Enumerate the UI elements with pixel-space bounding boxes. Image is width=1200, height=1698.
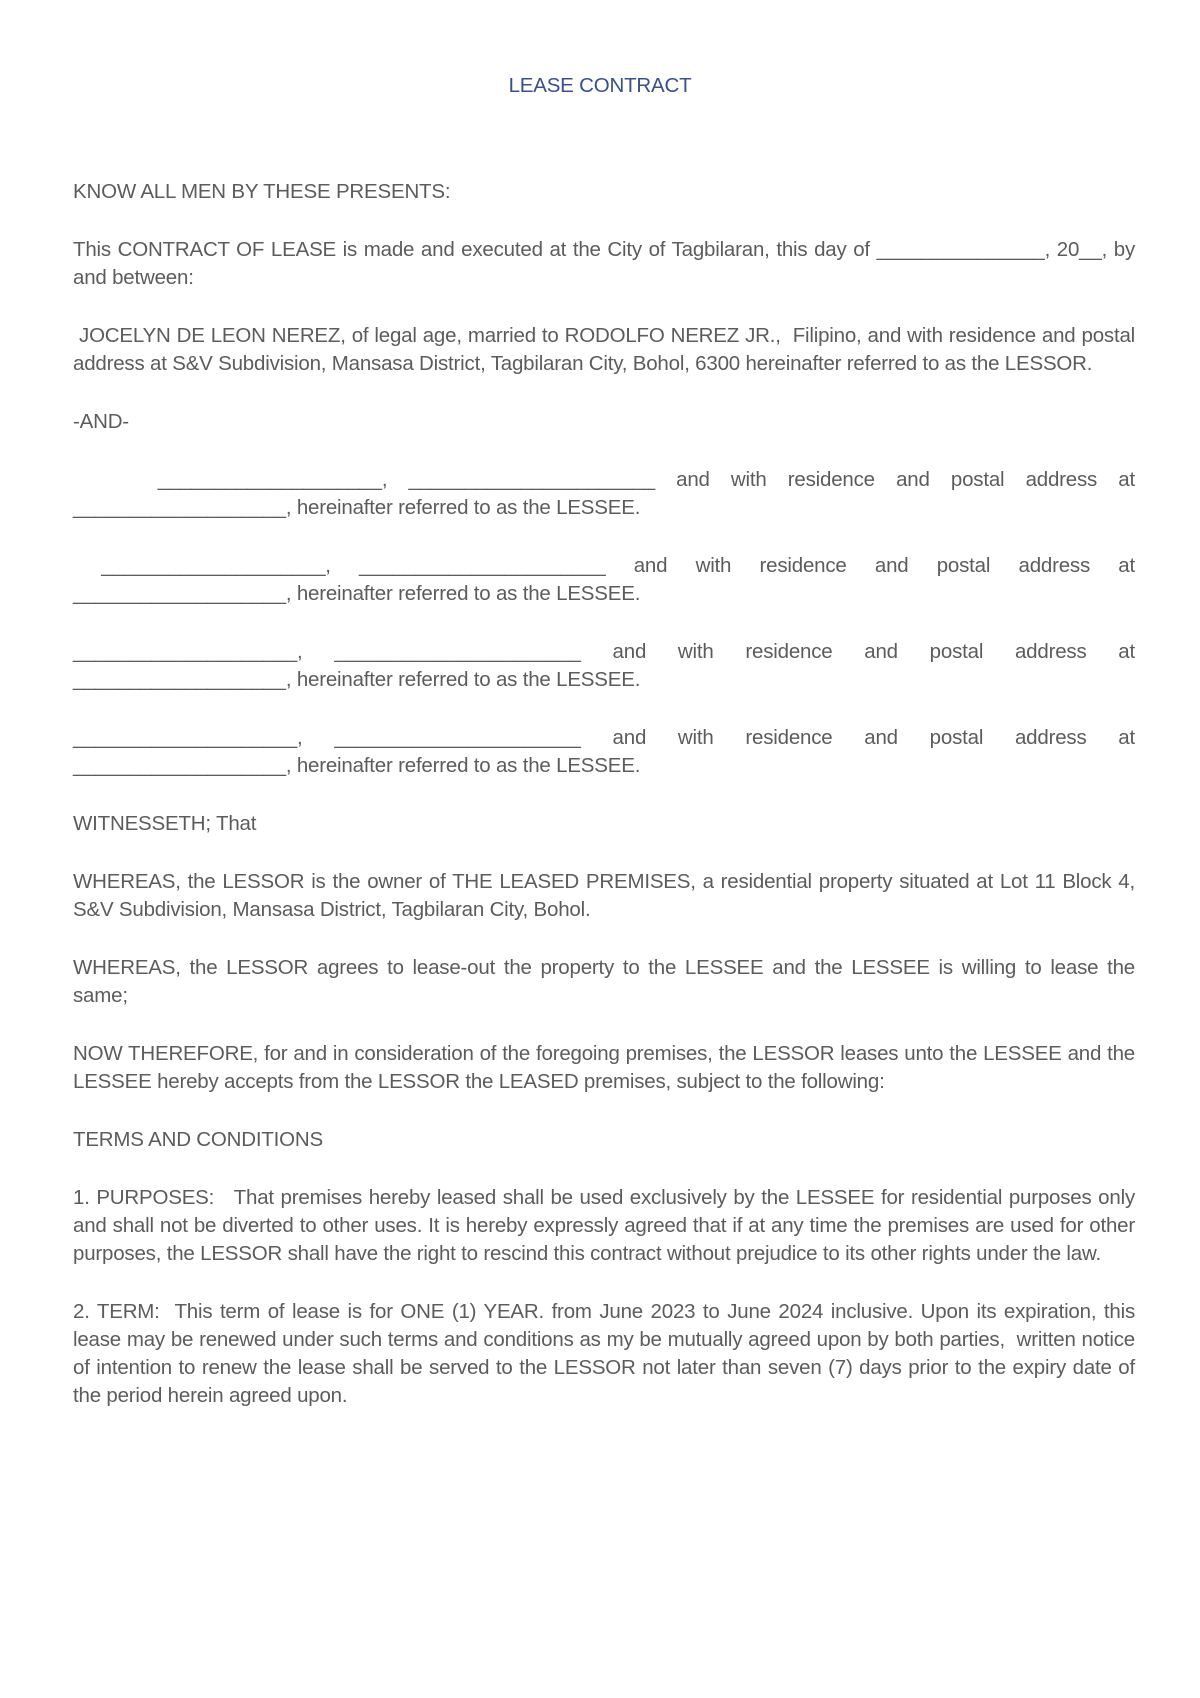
term-purposes-paragraph: 1. PURPOSES: That premises hereby leased shall be used exclusively by the LESSEE for residential purposes only and shall not be diverted to other uses. It is hereby expressly agreed that if at any time the premises are used for other purposes, the LESSOR shall have the right to rescind this contract without prejudice to its other rights under the law. — [73, 1186, 1141, 1265]
witnesseth-line: WITNESSETH; That — [73, 812, 257, 835]
term-duration-paragraph: 2. TERM: This term of lease is for ONE (1) YEAR. from June 2023 to June 2024 inclusive. Upon its expiration, this lease may be renewed under such terms and conditions as my be mutually agreed upon by both parties, written notice of intention to renew the lease shall be served to the LESSOR not later than seven (7) days prior to the expiry date of the period herein agreed upon. — [73, 1300, 1141, 1407]
document-body — [73, 178, 1141, 1440]
lessor-paragraph: JOCELYN DE LEON NEREZ, of legal age, married to RODOLFO NEREZ JR., Filipino, and with residence and postal address at S&V Subdivision, Mansasa District, Tagbilaran City, Bohol, 6300 hereinafter referred to as the LESSOR. — [73, 324, 1141, 375]
document-title: LEASE CONTRACT — [508, 74, 692, 97]
and-separator: -AND- — [73, 410, 129, 433]
lessee-paragraph-3: ____________________, ______________________ and with residence and postal address at ___________________, hereinafter referred to as the LESSEE. — [73, 640, 1141, 691]
lessee-paragraph-1: ____________________, ______________________ and with residence and postal address at ___________________, hereinafter referred to as the LESSEE. — [73, 468, 1141, 519]
whereas-paragraph-1: WHEREAS, the LESSOR is the owner of THE LEASED PREMISES, a residential property situated at Lot 11 Block 4, S&V Subdivision, Mansasa District, Tagbilaran City, Bohol. — [73, 870, 1135, 921]
lessee-paragraph-4: ____________________, ______________________ and with residence and postal address at ___________________, hereinafter referred to as the LESSEE. — [73, 726, 1141, 777]
terms-heading: TERMS AND CONDITIONS — [73, 1128, 323, 1151]
now-therefore-paragraph: NOW THEREFORE, for and in consideration of the foregoing premises, the LESSOR leases unto the LESSEE and the LESSEE hereby accepts from the LESSOR the LEASED premises, subject to the following: — [73, 1042, 1135, 1093]
know-all-line: KNOW ALL MEN BY THESE PRESENTS: — [73, 180, 451, 203]
intro-paragraph: This CONTRACT OF LEASE is made and executed at the City of Tagbilaran, this day of _______________, 20__, by and between: — [73, 238, 1141, 289]
lessee-paragraph-2: ____________________, ______________________ and with residence and postal address at ___________________, hereinafter referred to as the LESSEE. — [73, 554, 1141, 605]
whereas-paragraph-2: WHEREAS, the LESSOR agrees to lease-out the property to the LESSEE and the LESSEE is willing to lease the same; — [73, 956, 1135, 1007]
